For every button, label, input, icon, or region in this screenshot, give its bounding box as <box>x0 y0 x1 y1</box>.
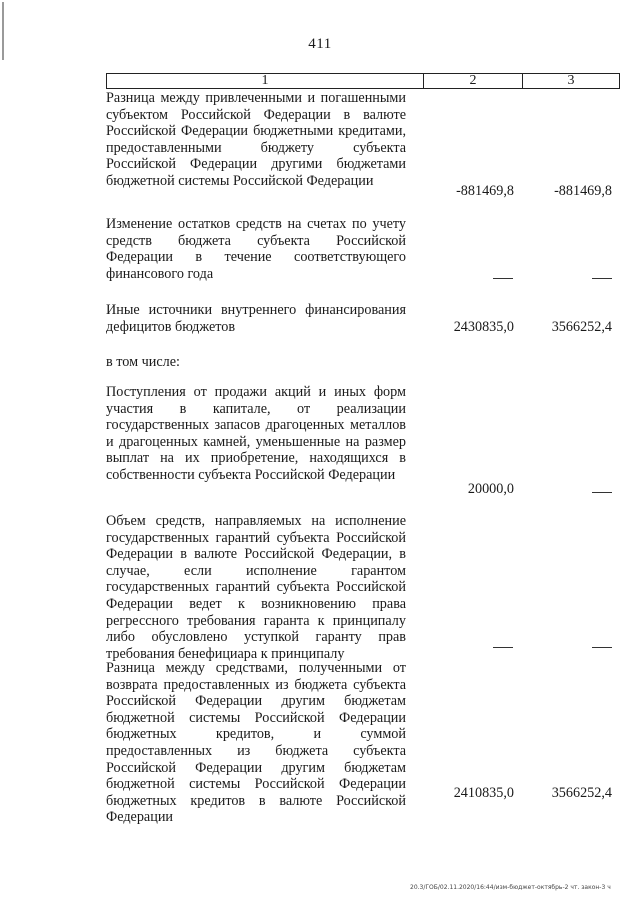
row-value-col2: 20000,0 <box>467 481 514 498</box>
page-number: 411 <box>308 36 332 52</box>
table-row <box>106 660 620 826</box>
table-row <box>106 90 620 200</box>
row-dash-col2 <box>493 647 513 648</box>
document-footer-code: 20.3/ГОБ/02.11.2020/16:44/изм-бюджет-октябрь-2 чт. закон-3 ч <box>410 884 611 891</box>
row-description: Поступления от продажи акций и иных форм участия в капитале, от реализации государственных запасов драгоценных металлов и драгоценных камней, уменьшенные на размер выплат на их приобретение, находящихся в собственности субъекта Российской Федерации <box>106 384 406 483</box>
row-description: Разница между привлеченными и погашенными субъектом Российской Федерации в валюте Российской Федерации бюджетными кредитами, предоставленными бюджету субъекта Российской Федерации другими бюджетами бюджетной системы Российской Федерации <box>106 90 406 189</box>
row-dash-col3 <box>592 278 612 279</box>
table-header <box>106 73 620 89</box>
row-description: Иные источники внутреннего финансирования дефицитов бюджетов <box>106 302 406 335</box>
table-row <box>106 302 620 336</box>
table-row <box>106 354 620 372</box>
row-dash-col3 <box>592 492 612 493</box>
row-description: Изменение остатков средств на счетах по учету средств бюджета субъекта Российской Федерации в течение соответствующего финансового года <box>106 216 406 282</box>
table-row <box>106 216 620 284</box>
row-value-col2: 2430835,0 <box>453 319 514 336</box>
table-header-col2: 2 <box>424 74 523 88</box>
row-description: в том числе: <box>106 354 180 370</box>
row-value-col2: -881469,8 <box>456 183 514 200</box>
row-description: Объем средств, направляемых на исполнение государственных гарантий субъекта Российской Федерации в валюте Российской Федерации, в случае, если исполнение гарантом государственных гарантий субъекта Российской Федерации ведет к возникновению права регрессного требования гаранта к принципалу либо обусловлено уступкой гаранту прав требования бенефициара к принципалу <box>106 513 406 662</box>
row-dash-col3 <box>592 647 612 648</box>
row-value-col3: -881469,8 <box>554 183 612 200</box>
row-description: Разница между средствами, полученными от возврата предоставленных из бюджета субъекта Российской Федерации другим бюджетам бюджетной системы Российской Федерации бюджетных кредитов, и суммой предоставленных из бюджета субъекта Российской Федерации другим бюджетам бюджетной системы Российской Федерации бюджетных кредитов в валюте Российской Федерации <box>106 660 406 826</box>
row-value-col3: 3566252,4 <box>551 785 612 802</box>
table-row <box>106 384 620 498</box>
table-header-col3: 3 <box>567 73 575 88</box>
row-dash-col2 <box>493 278 513 279</box>
table-row <box>106 513 620 662</box>
row-value-col3: 3566252,4 <box>551 319 612 336</box>
table-header-col1: 1 <box>107 74 424 88</box>
row-value-col2: 2410835,0 <box>453 785 514 802</box>
